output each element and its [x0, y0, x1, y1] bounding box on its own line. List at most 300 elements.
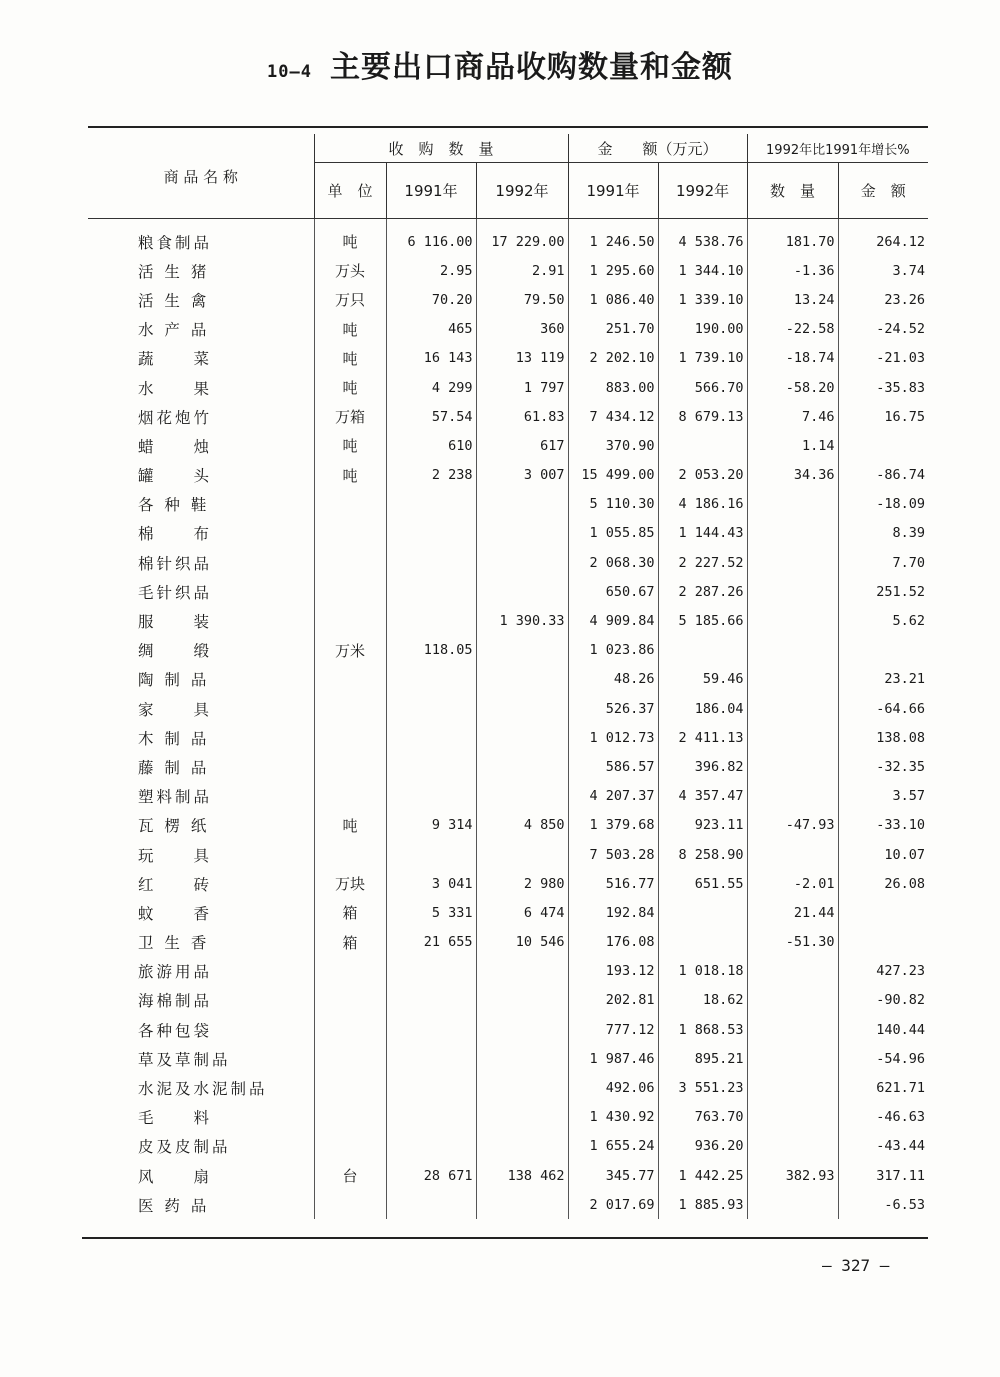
amount-1991-cell: 2 068.30	[568, 548, 658, 577]
table-row	[88, 986, 928, 1015]
amount-1992-cell: 895.21	[658, 1044, 747, 1073]
amount-1992-cell: 1 339.10	[658, 285, 747, 314]
qty-1992-cell	[476, 519, 568, 548]
qty-1991-cell: 5 331	[386, 898, 476, 927]
amount-1991-cell: 883.00	[568, 373, 658, 402]
table-number: 10—4	[267, 62, 312, 82]
commodity-name: 活 生 禽	[138, 291, 210, 310]
qty-1991-cell: 3 041	[386, 869, 476, 898]
amount-1992-cell	[658, 431, 747, 460]
commodity-name: 玩 具	[138, 846, 213, 865]
growth-quantity-cell	[747, 1015, 838, 1044]
unit-cell: 万箱	[314, 402, 386, 431]
amount-1992-cell: 1 144.43	[658, 519, 747, 548]
qty-1992-cell: 138 462	[476, 1161, 568, 1190]
growth-quantity-cell: -22.58	[747, 315, 838, 344]
amount-1991-cell: 345.77	[568, 1161, 658, 1190]
growth-amount-cell: 23.26	[838, 285, 928, 314]
commodity-name: 服 装	[138, 613, 213, 632]
unit-cell: 吨	[314, 373, 386, 402]
qty-1991-cell	[386, 490, 476, 519]
table-row	[88, 811, 928, 840]
commodity-name: 海棉制品	[138, 992, 213, 1011]
amount-1992-cell: 5 185.66	[658, 606, 747, 635]
amount-1992-cell: 59.46	[658, 665, 747, 694]
growth-amount-cell: 23.21	[838, 665, 928, 694]
qty-1991-cell	[386, 1103, 476, 1132]
amount-1992-cell: 8 679.13	[658, 402, 747, 431]
unit-cell: 吨	[314, 219, 386, 257]
amount-1991-cell: 650.67	[568, 577, 658, 606]
amount-1991-cell: 1 086.40	[568, 285, 658, 314]
growth-amount-cell: -43.44	[838, 1132, 928, 1161]
unit-cell: 吨	[314, 315, 386, 344]
qty-1991-cell	[386, 1132, 476, 1161]
commodity-name: 毛针织品	[138, 583, 213, 602]
amount-1991-cell: 7 503.28	[568, 840, 658, 869]
table-row	[88, 782, 928, 811]
commodity-name: 棉针织品	[138, 554, 213, 573]
table-row	[88, 219, 928, 257]
table-row	[88, 577, 928, 606]
table-row	[88, 869, 928, 898]
amount-1991-cell: 251.70	[568, 315, 658, 344]
growth-amount-cell: 138.08	[838, 723, 928, 752]
growth-amount-cell: -35.83	[838, 373, 928, 402]
unit-cell	[314, 490, 386, 519]
commodity-name: 水 产 品	[138, 321, 210, 340]
qty-1991-cell	[386, 665, 476, 694]
qty-1991-cell: 610	[386, 431, 476, 460]
growth-amount-cell: 7.70	[838, 548, 928, 577]
growth-quantity-cell	[747, 1073, 838, 1102]
table-row	[88, 636, 928, 665]
growth-amount-cell	[838, 928, 928, 957]
growth-quantity-cell: 7.46	[747, 402, 838, 431]
growth-quantity-cell	[747, 1190, 838, 1219]
table-row	[88, 1161, 928, 1190]
qty-1991-cell	[386, 1073, 476, 1102]
table-row	[88, 461, 928, 490]
growth-amount-cell: 10.07	[838, 840, 928, 869]
table-row	[88, 256, 928, 285]
amount-1991-cell: 1 023.86	[568, 636, 658, 665]
qty-1991-cell	[386, 606, 476, 635]
qty-1991-cell	[386, 548, 476, 577]
qty-1991-cell: 2.95	[386, 256, 476, 285]
growth-amount-cell: -18.09	[838, 490, 928, 519]
qty-1992-cell: 17 229.00	[476, 219, 568, 257]
growth-quantity-cell	[747, 840, 838, 869]
amount-1992-cell: 2 287.26	[658, 577, 747, 606]
growth-quantity-cell	[747, 1103, 838, 1132]
commodity-name: 罐 头	[138, 467, 213, 486]
unit-cell: 吨	[314, 344, 386, 373]
unit-cell	[314, 957, 386, 986]
qty-1992-cell	[476, 665, 568, 694]
table-row	[88, 1073, 928, 1102]
amount-1992-cell: 936.20	[658, 1132, 747, 1161]
table-row	[88, 490, 928, 519]
growth-quantity-cell: 181.70	[747, 219, 838, 257]
unit-cell: 吨	[314, 811, 386, 840]
qty-1992-cell	[476, 1073, 568, 1102]
growth-quantity-cell	[747, 1132, 838, 1161]
growth-quantity-cell: -2.01	[747, 869, 838, 898]
unit-cell	[314, 1103, 386, 1132]
growth-amount-cell: -54.96	[838, 1044, 928, 1073]
growth-quantity-cell: -58.20	[747, 373, 838, 402]
qty-1992-cell	[476, 636, 568, 665]
table-row	[88, 344, 928, 373]
export-purchase-table	[88, 134, 928, 1219]
growth-quantity-cell	[747, 694, 838, 723]
unit-cell: 箱	[314, 898, 386, 927]
qty-1991-cell: 57.54	[386, 402, 476, 431]
amount-1991-cell: 202.81	[568, 986, 658, 1015]
unit-cell	[314, 723, 386, 752]
growth-quantity-cell	[747, 606, 838, 635]
qty-1992-cell: 2.91	[476, 256, 568, 285]
amount-1992-cell: 763.70	[658, 1103, 747, 1132]
qty-1991-cell	[386, 986, 476, 1015]
growth-amount-cell: -90.82	[838, 986, 928, 1015]
table-row	[88, 548, 928, 577]
unit-cell	[314, 606, 386, 635]
amount-1992-cell: 186.04	[658, 694, 747, 723]
page-number: — 327 —	[822, 1256, 890, 1275]
commodity-name: 蔬 菜	[138, 350, 213, 369]
commodity-name: 蚊 香	[138, 904, 213, 923]
qty-1992-cell	[476, 723, 568, 752]
qty-1992-cell	[476, 1044, 568, 1073]
qty-1992-cell: 1 390.33	[476, 606, 568, 635]
growth-quantity-cell: 1.14	[747, 431, 838, 460]
unit-cell: 万只	[314, 285, 386, 314]
table-row	[88, 373, 928, 402]
commodity-name: 医 药 品	[138, 1196, 210, 1215]
amount-1992-cell: 1 739.10	[658, 344, 747, 373]
growth-amount-cell: 140.44	[838, 1015, 928, 1044]
amount-1992-cell: 190.00	[658, 315, 747, 344]
amount-1991-cell: 777.12	[568, 1015, 658, 1044]
amount-1991-cell: 2 017.69	[568, 1190, 658, 1219]
commodity-name: 活 生 猪	[138, 262, 210, 281]
growth-quantity-cell	[747, 490, 838, 519]
header-growth-amount: 金 额	[838, 163, 928, 219]
table-row	[88, 315, 928, 344]
amount-1992-cell: 1 885.93	[658, 1190, 747, 1219]
amount-1991-cell: 5 110.30	[568, 490, 658, 519]
qty-1992-cell	[476, 1103, 568, 1132]
table-row	[88, 928, 928, 957]
unit-cell	[314, 577, 386, 606]
unit-cell	[314, 1015, 386, 1044]
growth-amount-cell: 621.71	[838, 1073, 928, 1102]
qty-1992-cell: 10 546	[476, 928, 568, 957]
growth-quantity-cell: 13.24	[747, 285, 838, 314]
amount-1991-cell: 1 012.73	[568, 723, 658, 752]
amount-1991-cell: 4 207.37	[568, 782, 658, 811]
amount-1992-cell	[658, 636, 747, 665]
growth-amount-cell	[838, 898, 928, 927]
amount-1991-cell: 1 655.24	[568, 1132, 658, 1161]
growth-amount-cell	[838, 636, 928, 665]
table-row	[88, 606, 928, 635]
header-amount-1992: 1992年	[658, 163, 747, 219]
top-rule	[88, 126, 928, 128]
growth-amount-cell: -86.74	[838, 461, 928, 490]
amount-1992-cell: 2 411.13	[658, 723, 747, 752]
growth-amount-cell: 26.08	[838, 869, 928, 898]
amount-1991-cell: 492.06	[568, 1073, 658, 1102]
qty-1992-cell: 2 980	[476, 869, 568, 898]
growth-quantity-cell: 34.36	[747, 461, 838, 490]
unit-cell	[314, 665, 386, 694]
growth-amount-cell: -33.10	[838, 811, 928, 840]
unit-cell: 万头	[314, 256, 386, 285]
growth-amount-cell: -24.52	[838, 315, 928, 344]
bottom-rule	[82, 1237, 928, 1239]
growth-amount-cell	[838, 431, 928, 460]
amount-1991-cell: 370.90	[568, 431, 658, 460]
commodity-name: 瓦 楞 纸	[138, 817, 210, 836]
table-row	[88, 898, 928, 927]
growth-quantity-cell: -51.30	[747, 928, 838, 957]
table-row	[88, 1132, 928, 1161]
amount-1992-cell: 18.62	[658, 986, 747, 1015]
amount-1991-cell: 516.77	[568, 869, 658, 898]
table-row	[88, 402, 928, 431]
commodity-name: 皮及皮制品	[138, 1138, 231, 1157]
amount-1991-cell: 1 055.85	[568, 519, 658, 548]
growth-quantity-cell: -18.74	[747, 344, 838, 373]
qty-1992-cell: 13 119	[476, 344, 568, 373]
commodity-name: 粮食制品	[138, 233, 213, 252]
qty-1991-cell	[386, 723, 476, 752]
table-row	[88, 519, 928, 548]
unit-cell	[314, 840, 386, 869]
growth-quantity-cell: -1.36	[747, 256, 838, 285]
growth-amount-cell: -64.66	[838, 694, 928, 723]
qty-1991-cell: 9 314	[386, 811, 476, 840]
qty-1992-cell	[476, 1132, 568, 1161]
amount-1992-cell: 8 258.90	[658, 840, 747, 869]
amount-1991-cell: 1 987.46	[568, 1044, 658, 1073]
amount-1992-cell	[658, 928, 747, 957]
table-row	[88, 752, 928, 781]
unit-cell: 吨	[314, 461, 386, 490]
amount-1991-cell: 2 202.10	[568, 344, 658, 373]
unit-cell: 箱	[314, 928, 386, 957]
qty-1991-cell: 21 655	[386, 928, 476, 957]
header-purchase-quantity: 收 购 数 量	[314, 134, 568, 163]
growth-quantity-cell: -47.93	[747, 811, 838, 840]
amount-1992-cell: 1 442.25	[658, 1161, 747, 1190]
qty-1991-cell	[386, 840, 476, 869]
header-growth: 1992年比1991年增长%	[747, 134, 928, 163]
amount-1992-cell: 2 053.20	[658, 461, 747, 490]
growth-quantity-cell	[747, 782, 838, 811]
growth-quantity-cell	[747, 519, 838, 548]
unit-cell: 万块	[314, 869, 386, 898]
unit-cell	[314, 752, 386, 781]
commodity-name: 卫 生 香	[138, 934, 210, 953]
growth-quantity-cell	[747, 1044, 838, 1073]
amount-1991-cell: 1 295.60	[568, 256, 658, 285]
commodity-name: 蜡 烛	[138, 437, 213, 456]
growth-amount-cell: 3.74	[838, 256, 928, 285]
qty-1992-cell: 1 797	[476, 373, 568, 402]
amount-1992-cell: 2 227.52	[658, 548, 747, 577]
qty-1992-cell	[476, 490, 568, 519]
qty-1991-cell	[386, 694, 476, 723]
commodity-name: 家 具	[138, 700, 213, 719]
qty-1991-cell	[386, 1044, 476, 1073]
growth-quantity-cell	[747, 957, 838, 986]
amount-1991-cell: 1 379.68	[568, 811, 658, 840]
unit-cell	[314, 1132, 386, 1161]
growth-amount-cell: -6.53	[838, 1190, 928, 1219]
amount-1991-cell: 7 434.12	[568, 402, 658, 431]
commodity-name: 塑料制品	[138, 788, 213, 807]
unit-cell: 吨	[314, 431, 386, 460]
qty-1992-cell	[476, 840, 568, 869]
unit-cell	[314, 1190, 386, 1219]
commodity-name: 毛 料	[138, 1109, 213, 1128]
qty-1992-cell	[476, 694, 568, 723]
amount-1991-cell: 526.37	[568, 694, 658, 723]
header-qty-1991: 1991年	[386, 163, 476, 219]
growth-quantity-cell	[747, 636, 838, 665]
qty-1991-cell	[386, 519, 476, 548]
qty-1992-cell: 617	[476, 431, 568, 460]
header-qty-1992: 1992年	[476, 163, 568, 219]
commodity-name: 水泥及水泥制品	[138, 1080, 268, 1099]
amount-1992-cell: 396.82	[658, 752, 747, 781]
qty-1991-cell: 70.20	[386, 285, 476, 314]
amount-1992-cell: 651.55	[658, 869, 747, 898]
amount-1992-cell: 3 551.23	[658, 1073, 747, 1102]
unit-cell	[314, 519, 386, 548]
growth-quantity-cell	[747, 665, 838, 694]
qty-1992-cell	[476, 577, 568, 606]
qty-1992-cell	[476, 548, 568, 577]
qty-1992-cell	[476, 1190, 568, 1219]
amount-1991-cell: 15 499.00	[568, 461, 658, 490]
growth-quantity-cell	[747, 723, 838, 752]
amount-1992-cell: 4 357.47	[658, 782, 747, 811]
qty-1991-cell: 465	[386, 315, 476, 344]
growth-amount-cell: 16.75	[838, 402, 928, 431]
amount-1992-cell: 1 018.18	[658, 957, 747, 986]
header-commodity-name: 商 品 名 称	[88, 134, 314, 219]
amount-1992-cell: 4 538.76	[658, 219, 747, 257]
table-row	[88, 1190, 928, 1219]
qty-1991-cell	[386, 1190, 476, 1219]
qty-1992-cell	[476, 986, 568, 1015]
qty-1991-cell	[386, 1015, 476, 1044]
commodity-name: 各 种 鞋	[138, 496, 210, 515]
table-row	[88, 1103, 928, 1132]
unit-cell	[314, 986, 386, 1015]
qty-1991-cell	[386, 957, 476, 986]
growth-amount-cell: -46.63	[838, 1103, 928, 1132]
qty-1992-cell: 360	[476, 315, 568, 344]
growth-quantity-cell: 382.93	[747, 1161, 838, 1190]
table-row	[88, 665, 928, 694]
growth-amount-cell: 5.62	[838, 606, 928, 635]
amount-1992-cell: 4 186.16	[658, 490, 747, 519]
commodity-name: 棉 布	[138, 525, 213, 544]
unit-cell	[314, 1044, 386, 1073]
qty-1991-cell: 28 671	[386, 1161, 476, 1190]
growth-amount-cell: -21.03	[838, 344, 928, 373]
growth-quantity-cell	[747, 752, 838, 781]
growth-amount-cell: -32.35	[838, 752, 928, 781]
header-amount: 金 额（万元）	[568, 134, 747, 163]
qty-1992-cell: 4 850	[476, 811, 568, 840]
commodity-name: 草及草制品	[138, 1050, 231, 1069]
growth-amount-cell: 427.23	[838, 957, 928, 986]
header-growth-quantity: 数 量	[747, 163, 838, 219]
table-row	[88, 431, 928, 460]
qty-1991-cell	[386, 782, 476, 811]
qty-1992-cell	[476, 782, 568, 811]
commodity-name: 绸 缎	[138, 642, 213, 661]
table-row	[88, 285, 928, 314]
amount-1991-cell: 1 246.50	[568, 219, 658, 257]
unit-cell	[314, 782, 386, 811]
growth-quantity-cell: 21.44	[747, 898, 838, 927]
qty-1992-cell	[476, 957, 568, 986]
amount-1991-cell: 193.12	[568, 957, 658, 986]
qty-1992-cell	[476, 752, 568, 781]
header-amount-1991: 1991年	[568, 163, 658, 219]
growth-amount-cell: 317.11	[838, 1161, 928, 1190]
table-row	[88, 957, 928, 986]
commodity-name: 木 制 品	[138, 729, 210, 748]
growth-amount-cell: 251.52	[838, 577, 928, 606]
amount-1991-cell: 192.84	[568, 898, 658, 927]
commodity-name: 红 砖	[138, 875, 213, 894]
header-unit: 单 位	[314, 163, 386, 219]
unit-cell: 台	[314, 1161, 386, 1190]
table-row	[88, 840, 928, 869]
table-row	[88, 1044, 928, 1073]
qty-1992-cell: 3 007	[476, 461, 568, 490]
growth-amount-cell: 8.39	[838, 519, 928, 548]
qty-1992-cell: 61.83	[476, 402, 568, 431]
growth-quantity-cell	[747, 986, 838, 1015]
page-title	[0, 42, 1000, 86]
qty-1991-cell: 4 299	[386, 373, 476, 402]
unit-cell	[314, 694, 386, 723]
growth-amount-cell: 3.57	[838, 782, 928, 811]
qty-1991-cell	[386, 577, 476, 606]
table-body	[88, 219, 928, 1220]
table-row	[88, 723, 928, 752]
commodity-name: 各种包袋	[138, 1021, 213, 1040]
unit-cell	[314, 1073, 386, 1102]
qty-1992-cell: 79.50	[476, 285, 568, 314]
commodity-name: 风 扇	[138, 1167, 213, 1186]
amount-1992-cell	[658, 898, 747, 927]
qty-1992-cell: 6 474	[476, 898, 568, 927]
amount-1992-cell: 923.11	[658, 811, 747, 840]
table-title: 主要出口商品收购数量和金额	[329, 50, 733, 85]
amount-1992-cell: 1 344.10	[658, 256, 747, 285]
